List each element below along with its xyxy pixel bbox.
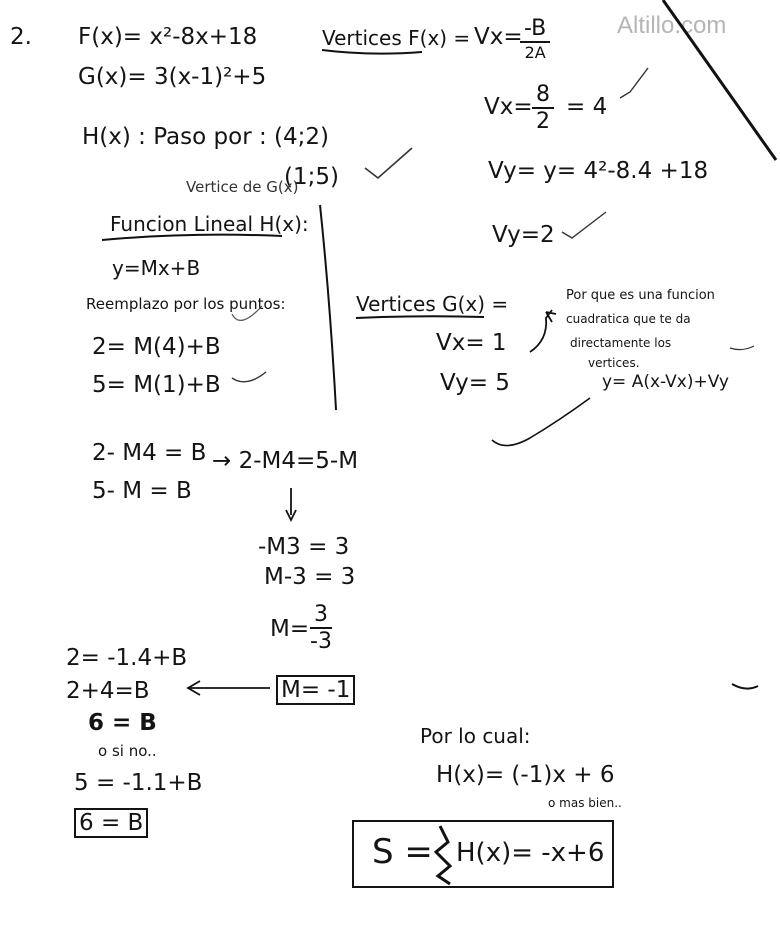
m-fraction: [310, 602, 332, 654]
s-label: S =: [372, 832, 433, 872]
vertices-g-label: Vertices G(x) =: [356, 292, 509, 316]
equation-4: 5- M = B: [92, 478, 192, 504]
watermark: Altillo.com: [617, 12, 727, 39]
g-definition: G(x)= 3(x-1)²+5: [78, 64, 267, 90]
vertical-line: [320, 205, 336, 410]
vx-g: Vx= 1: [436, 330, 507, 356]
vx-value-numerator: 8: [532, 82, 554, 109]
equation-3: 2- M4 = B: [92, 440, 207, 466]
equation-7: M-3 = 3: [264, 564, 356, 590]
h-definition: H(x) : Paso por : (4;2): [82, 124, 329, 150]
vx-value-denominator: 2: [536, 109, 550, 134]
checkmark-6: [732, 684, 758, 689]
b-result-box: 6 = B: [74, 808, 148, 838]
f-definition: F(x)= x²-8x+18: [78, 24, 258, 50]
m-fraction-denominator: -3: [310, 629, 332, 654]
underline-vertices-g: [356, 316, 484, 318]
diagonal-line: [663, 0, 776, 160]
b-equation-1: 2= -1.4+B: [66, 645, 188, 671]
equation-2: 5= M(1)+B: [92, 372, 221, 398]
note-line-1: Por que es una funcion: [566, 288, 715, 303]
vx-formula-numerator: -B: [520, 16, 550, 43]
vx-formula-fraction: [520, 16, 550, 62]
m-result-box: M= -1: [276, 675, 355, 705]
vy-result: Vy=2: [492, 222, 555, 248]
vy-formula: Vy= y= 4²-8.4 +18: [488, 158, 709, 184]
checkmark-5: [730, 346, 754, 350]
checkmark-large: [492, 398, 590, 446]
checkmark-1: [365, 148, 412, 178]
linear-equation: y=Mx+B: [112, 256, 201, 280]
note-line-2: cuadratica que te da: [566, 312, 691, 326]
note-formula: y= A(x-Vx)+Vy: [602, 372, 729, 392]
h-point-2: (1;5): [284, 164, 339, 190]
b-equation-4: 5 = -1.1+B: [74, 770, 203, 796]
vertices-f-label: Vertices F(x) =: [322, 26, 471, 50]
o-sino: o si no..: [98, 742, 157, 760]
por-lo-cual: Por lo cual:: [420, 724, 531, 748]
equation-1: 2= M(4)+B: [92, 334, 221, 360]
note-line-4: vertices.: [588, 356, 640, 370]
final-answer: H(x)= -x+6: [456, 838, 605, 868]
vy-g: Vy= 5: [440, 370, 510, 396]
checkmark-3: [562, 212, 606, 238]
vx-value-fraction: [532, 82, 554, 134]
vx-formula-label: Vx=: [474, 24, 523, 50]
underline-vertices-f: [322, 50, 422, 54]
checkmark-2: [620, 68, 648, 98]
reemplazo-label: Reemplazo por los puntos:: [86, 295, 286, 313]
o-mas-bien: o mas bien..: [548, 796, 622, 810]
linear-title: Funcion Lineal H(x):: [110, 212, 309, 236]
vx-result: = 4: [566, 94, 608, 120]
vx-value-label: Vx=: [484, 94, 533, 120]
b-equation-3: 6 = B: [88, 710, 157, 736]
vertice-note: Vertice de G(x): [186, 178, 299, 196]
h-final: H(x)= (-1)x + 6: [436, 762, 615, 788]
m-label: M=: [270, 616, 310, 642]
m-fraction-numerator: 3: [310, 602, 332, 629]
equation-5: → 2-M4=5-M: [212, 448, 359, 474]
problem-number: 2.: [10, 24, 32, 50]
vx-formula-denominator: 2A: [524, 43, 546, 62]
equation-6: -M3 = 3: [258, 534, 350, 560]
note-line-3: directamente los: [570, 336, 672, 350]
b-equation-2: 2+4=B: [66, 678, 150, 704]
checkmark-4: [232, 372, 266, 382]
